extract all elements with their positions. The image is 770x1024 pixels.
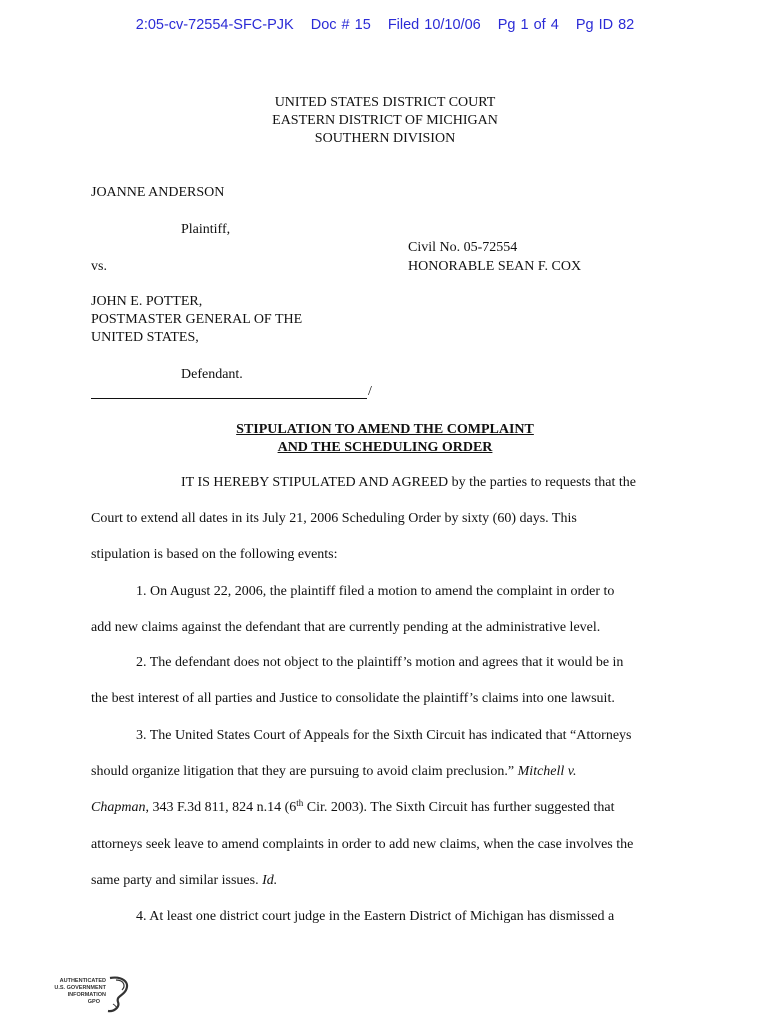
paragraph-1-line-1: 1. On August 22, 2006, the plaintiff filed a motion to amend the complaint in order to [136,584,615,599]
logo-line-2: U.S. GOVERNMENT [54,985,106,991]
logo-line-1: AUTHENTICATED [59,978,106,984]
paragraph-3-line-5 [91,873,277,889]
intro-line-3: stipulation is based on the following events: [91,547,338,562]
paragraph-3-line-4: attorneys seek leave to amend complaints in order to add new claims, when the case involves the [91,837,634,852]
eagle-icon [104,974,132,1014]
gpo-logo-text [42,978,106,1006]
case-citation-cont: Chapman [91,800,146,815]
civil-number: Civil No. 05-72554 [408,240,518,255]
page-indicator: Pg 1 of 4 [497,17,559,33]
id-citation: Id. [262,873,278,888]
plaintiff-name: JOANNE ANDERSON [91,185,225,200]
logo-line-4: GPO [87,999,100,1005]
document-title: STIPULATION TO AMEND THE COMPLAINT [236,422,534,437]
document-title-cont: AND THE SCHEDULING ORDER [277,440,493,455]
court-district: EASTERN DISTRICT OF MICHIGAN [272,113,498,128]
paragraph-2-line-2: the best interest of all parties and Justice to consolidate the plaintiff’s claims into one lawsuit. [91,691,615,706]
versus: vs. [91,259,107,274]
doc-number: Doc # 15 [310,17,371,33]
paragraph-3-text-cont: Cir. 2003). The Sixth Circuit has further suggested that [303,800,615,815]
paragraph-3-line-1: 3. The United States Court of Appeals for the Sixth Circuit has indicated that “Attorneys [136,728,632,743]
page-id: Pg ID 82 [575,17,635,33]
paragraph-3-line-3 [91,800,614,816]
case-number: 2:05-cv-72554-SFC-PJK [135,17,294,33]
caption-rule [91,398,367,399]
paragraph-3-text-end: same party and similar issues. [91,873,263,888]
case-citation: Mitchell v. [517,764,577,779]
paragraph-3-line-2 [91,764,576,780]
gpo-authentication-logo [42,972,132,1016]
judge-name: HONORABLE SEAN F. COX [408,259,582,274]
defendant-name: JOHN E. POTTER, [91,294,203,309]
plaintiff-role: Plaintiff, [181,222,231,237]
court-name: UNITED STATES DISTRICT COURT [274,95,496,110]
filing-header [0,17,770,33]
defendant-role: Defendant. [181,367,243,382]
filed-date: Filed 10/10/06 [387,17,481,33]
logo-line-3: INFORMATION [67,992,106,998]
paragraph-1-line-2: add new claims against the defendant that are currently pending at the administrative level. [91,620,601,635]
court-division: SOUTHERN DIVISION [314,131,456,146]
caption-slash: / [368,384,372,399]
intro-line-1: IT IS HEREBY STIPULATED AND AGREED by the parties to requests that the [181,475,636,490]
paragraph-3-text: should organize litigation that they are pursuing to avoid claim preclusion.” [91,764,518,779]
defendant-title-cont: UNITED STATES, [91,330,199,345]
ordinal-suffix: th [296,798,304,808]
intro-line-2: Court to extend all dates in its July 21, 2006 Scheduling Order by sixty (60) days. This [91,511,577,526]
paragraph-2-line-1: 2. The defendant does not object to the plaintiff’s motion and agrees that it would be in [136,655,624,670]
defendant-title: POSTMASTER GENERAL OF THE [91,312,303,327]
citation-reporter: , 343 F.3d 811, 824 n.14 (6 [145,800,297,815]
paragraph-4-line-1: 4. At least one district court judge in the Eastern District of Michigan has dismissed a [136,909,615,924]
